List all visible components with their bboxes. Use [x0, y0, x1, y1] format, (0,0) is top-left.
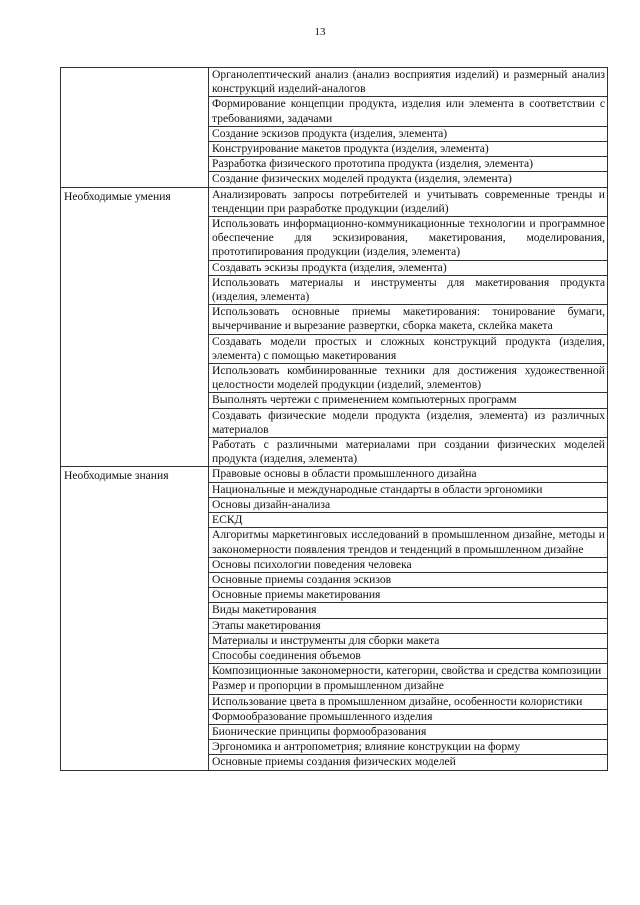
requirement-item: Материалы и инструменты для сборки макета	[209, 633, 608, 648]
requirement-item: Разработка физического прототипа продукта (изделия, элемента)	[209, 157, 608, 172]
requirement-item: Создание эскизов продукта (изделия, элемента)	[209, 126, 608, 141]
table-row	[61, 467, 608, 482]
requirement-item: Использовать информационно-коммуникационные технологии и программное обеспечение для эскизирования, макетирования, моделирования, прототипирования продукции (изделия, элемента)	[209, 217, 608, 261]
requirement-item: Конструирование макетов продукта (изделия, элемента)	[209, 142, 608, 157]
table-row	[61, 68, 608, 97]
requirement-item: Формирование концепции продукта, изделия или элемента в соответствии с требованиями, задачами	[209, 97, 608, 126]
requirement-item: Правовые основы в области промышленного дизайна	[209, 467, 608, 482]
requirement-item: Эргономика и антропометрия; влияние конструкции на форму	[209, 740, 608, 755]
requirement-item: Формообразование промышленного изделия	[209, 709, 608, 724]
requirements-table	[60, 67, 608, 771]
requirement-item: Этапы макетирования	[209, 618, 608, 633]
requirement-item: Алгоритмы маркетинговых исследований в промышленном дизайне, методы и закономерности появления трендов и тенденций в промышленном дизайне	[209, 528, 608, 557]
requirement-item: Бионические принципы формообразования	[209, 724, 608, 739]
table-row	[61, 187, 608, 216]
requirement-item: Использовать комбинированные техники для достижения художественной целостности моделей продукции (изделий, элементов)	[209, 364, 608, 393]
section-label: Необходимые знания	[61, 467, 209, 770]
requirement-item: Создание физических моделей продукта (изделия, элемента)	[209, 172, 608, 187]
requirement-item: Композиционные закономерности, категории, свойства и средства композиции	[209, 664, 608, 679]
requirement-item: Создавать модели простых и сложных конструкций продукта (изделия, элемента) с помощью макетирования	[209, 334, 608, 363]
requirement-item: Создавать эскизы продукта (изделия, элемента)	[209, 260, 608, 275]
section-label: Необходимые умения	[61, 187, 209, 467]
requirement-item: Национальные и международные стандарты в области эргономики	[209, 482, 608, 497]
requirement-item: Основные приемы создания физических моделей	[209, 755, 608, 770]
requirement-item: Органолептический анализ (анализ восприятия изделий) и размерный анализ конструкций изделий-аналогов	[209, 68, 608, 97]
requirement-item: Основные приемы создания эскизов	[209, 572, 608, 587]
requirement-item: Основные приемы макетирования	[209, 588, 608, 603]
page-number: 13	[314, 26, 326, 38]
requirement-item: Создавать физические модели продукта (изделия, элемента) из различных материалов	[209, 408, 608, 437]
requirement-item: Основы дизайн-анализа	[209, 497, 608, 512]
requirement-item: Использовать материалы и инструменты для макетирования продукта (изделия, элемента)	[209, 275, 608, 304]
requirement-item: Размер и пропорции в промышленном дизайне	[209, 679, 608, 694]
requirement-item: Использовать основные приемы макетирования: тонирование бумаги, вычерчивание и вырезание развертки, сборка макета, склейка макета	[209, 305, 608, 334]
requirement-item: Использование цвета в промышленном дизайне, особенности колористики	[209, 694, 608, 709]
requirement-item: Работать с различными материалами при создании физических моделей продукта (изделия, элемента)	[209, 438, 608, 467]
requirement-item: Основы психологии поведения человека	[209, 557, 608, 572]
requirement-item: Анализировать запросы потребителей и учитывать современные тренды и тенденции при разработке продукции (изделий)	[209, 187, 608, 216]
requirement-item: Виды макетирования	[209, 603, 608, 618]
requirement-item: Выполнять чертежи с применением компьютерных программ	[209, 393, 608, 408]
requirement-item: ЕСКД	[209, 513, 608, 528]
section-label	[61, 68, 209, 188]
requirement-item: Способы соединения объемов	[209, 648, 608, 663]
